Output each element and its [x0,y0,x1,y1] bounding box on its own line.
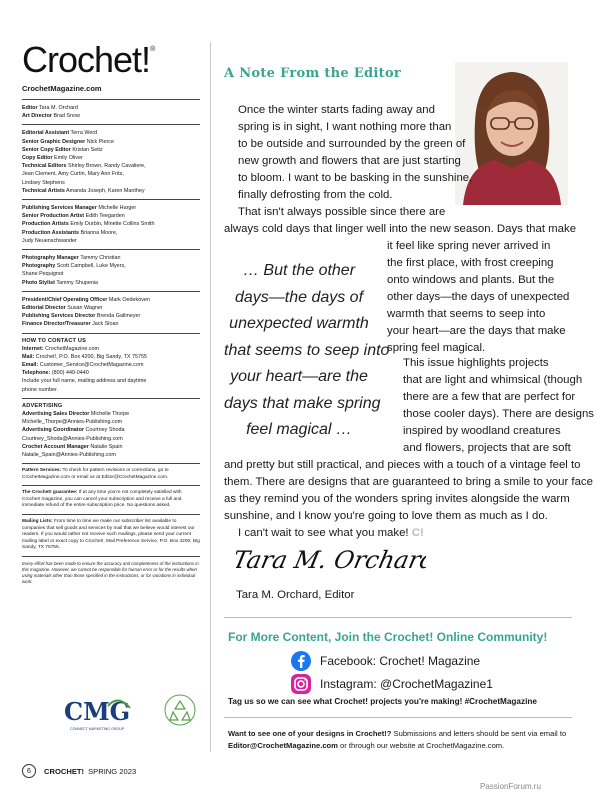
credit-line: Natalie_Spain@Annies-Publishing.com [22,451,116,458]
staff-credits [22,124,200,195]
credit-line: Senior Graphic Designer Nick Pierce [22,138,114,145]
credit-line: Advertising Sales Director Michelle Thorpe [22,410,130,417]
mailing-lists: Mailing Lists: From time to time we make our subscriber list available to companies that sell goods and services by mail that we believe would interest our readers. If you would rather not receive such mailings, please send your current mailing label or exact copy to Crochet!, Mail Preference Service, P.O. Box 4200, Big Sandy, TX 75755. [22,514,200,552]
photo-credits [22,249,200,287]
cmg-text: CMG [64,697,131,726]
text-line: your heart—are the [230,368,368,385]
text-line: onto windows and plants. But the [387,274,555,286]
publishing-credits [22,199,200,245]
page-footer [22,764,136,778]
text-line: that are light and whimsical (though [403,374,583,386]
text-line: new growth and flowers that are just starting [238,155,461,167]
credit-line: Publishing Services Manager Michelle Harger [22,205,137,212]
text-line: other days—the days of unexpected [387,291,570,303]
text-line: spring is in sight, I want nothing more than [238,121,452,133]
paragraph-3-cont [224,457,593,525]
credit-line: Jean Clement, Amy Curtin, Mary Ann Frits, [22,171,124,178]
credit-line: Judy Neuenschwander [22,237,77,244]
hashtag-note: Tag us so we can see what Crochet! projects you're making! #CrochetMagazine [228,697,537,706]
credit-line: Michelle_Thorpe@Annies-Publishing.com [22,419,123,426]
credit-line: Copy Editor Emily Oliver [22,155,83,162]
credit-line: Technical Artists Amanda Joseph, Karen Manthey [22,187,145,194]
submissions-email[interactable]: Editor@CrochetMagazine.com [228,740,338,750]
text-line: days that make spring [224,394,381,412]
contact-section [22,333,200,394]
credit-line: Publishing Services Director Brenda Gallmeyer [22,313,141,320]
text-line: there are a few that are perfect for [403,391,576,403]
text-line: feel magical … [246,421,352,438]
credit-line: Lindsey Stephens [22,179,65,186]
credit-line: Photography Manager Tammy Christian [22,255,121,262]
text-line: that seems to seep into [224,341,390,359]
credit-line: Courtney_Shoda@Annies-Publishing.com [22,435,123,442]
credit-line: Technical Editors Shirley Brown, Randy Cavaliere, [22,163,146,170]
paragraph-2-cont [387,238,569,357]
footer-issue: SPRING 2023 [88,766,137,776]
credit-line: Production Assistants Brianna Moore, [22,229,118,236]
cmg-logo [64,692,134,736]
text-line: days—the days of [234,288,364,306]
cmg-subtext: CONNECT MARKETING GROUP [70,727,125,731]
credit-line: Include your full name, mailing address and daytime [22,378,147,385]
submissions-note: Want to see one of your designs in Crochet!? Submissions and letters should be sent via email to Editor@CrochetMagazine.com or through our website at CrochetMagazine.com. [228,729,567,750]
footer-magazine: CROCHET! [44,766,85,776]
community-heading: For More Content, Join the Crochet! Online Community! [228,630,548,644]
paragraph-4: I can't wait to see what you make! C! [238,527,424,539]
editorial-credits [22,99,200,120]
text-line: those cooler days). There are designs [403,408,595,420]
text-line: Once the winter starts fading away and [238,104,435,116]
credit-line: Shane Pequignot [22,271,64,278]
credit-line: Senior Production Artist Edith Teegarden [22,213,125,220]
paragraph-3 [403,355,594,457]
note-title: A Note From the Editor [224,66,402,81]
credit-line: Editor Tara M. Orchard [22,105,78,111]
page-number: 6 [22,764,36,778]
advertising-heading: ADVERTISING [22,402,63,409]
text-line: and pretty but still practical, and pieces with a touch of a vintage feel to [224,459,581,471]
credit-line: Internet: CrochetMagazine.com [22,345,100,352]
text-line: it feel like spring never arrived in [387,240,551,252]
credit-line: Editorial Director Susan Wagner [22,305,103,312]
text-line: inspired by woodland creatures [403,425,561,437]
column-divider [210,42,211,752]
watermark: PassionForum.ru [480,782,541,791]
credit-line: Crochet Account Manager Natalie Spain [22,443,123,450]
text-line: unexpected warmth [229,315,369,332]
masthead-site: CrochetMagazine.com [22,84,102,93]
text-line: to bloom. I want to be basking in the sunshine, [238,172,473,184]
credit-line: Photography Scott Campbell, Luke Myers, [22,263,126,270]
credit-line: Senior Copy Editor Kristan Seitz [22,146,103,153]
editor-signature [236,536,426,585]
advertising-section [22,398,200,459]
instagram-link[interactable]: Instagram: @CrochetMagazine1 [290,673,493,695]
text-line: This issue highlights projects [403,357,549,369]
text-line: finally defrosting from the cold. [238,189,393,201]
pattern-services: Pattern Services: To check for pattern revisions or corrections, go to CrochetMagazine.com or email us at Editor@CrochetMagazine.com. [22,463,200,481]
facebook-icon [290,650,312,672]
text-line: and flowers, projects that are soft [403,442,571,454]
recycle-icon [164,694,196,726]
contact-heading: HOW TO CONTACT US [22,337,87,344]
divider [224,717,572,718]
credit-line: Finance Director/Treasurer Jack Sloan [22,321,119,328]
paragraph-2 [224,204,577,238]
text-line: warmth that seems to seep into [387,308,546,320]
guarantee: The Crochet! guarantee: If at any time you're not completely satisfied with Crochet! magazine, you can cancel your subscription and receive a full and immediate refund of the entire subscription price. No questions asked. [22,485,200,510]
text-line: as they remind you of the wonders spring invites alongside the warm [224,493,570,505]
paragraph-1 [238,102,472,204]
text-line: That isn't always possible since there are [238,206,446,218]
credit-line: phone number. [22,386,58,393]
credit-line: Mail: Crochet!, P.O. Box 4200, Big Sandy, TX 75755 [22,353,147,360]
credit-line: Editorial Assistant Terra Werd [22,130,98,137]
credit-line: Art Director Brad Snow [22,113,80,120]
credit-line: Telephone: (800) 449-0440 [22,370,89,377]
facebook-link[interactable]: Facebook: Crochet! Magazine [290,650,480,672]
end-mark: C! [411,527,424,539]
text-line: … But the other [242,262,356,279]
text-line: the first place, with frost creeping [387,257,554,269]
executive-credits [22,291,200,329]
divider [224,617,572,618]
crochet-logo: Crochet!® [22,39,155,80]
text-line: your heart—are the days that make [387,325,566,337]
text-line: always cold days that linger well into the new season. Days that make [224,223,577,235]
editor-name: Tara M. Orchard, Editor [236,589,355,601]
credit-line: Production Artists Emily Durbin, Minette Collins Smith [22,221,155,228]
disclaimer: Every effort has been made to ensure the accuracy and completeness of the instructions in this magazine. However, we cannot be responsible for human error or for the results when using materials other than those specified in the instructions, or for variations in individual work. [22,556,200,585]
instagram-icon [290,673,312,695]
text-line: to be outside and surrounded by the green of [238,138,466,150]
credit-line: Email: Customer_Service@CrochetMagazine.com [22,362,144,369]
text-line: spring feel magical. [387,342,486,354]
credit-line: Advertising Coordinator Courtney Shoda [22,427,125,434]
masthead [22,39,200,585]
text-line: sunshine, and I know you're going to love them as much as I do. [224,510,548,522]
signature-text: Tara M. Orchard [236,545,426,574]
pull-quote [224,258,390,444]
credit-line: President/Chief Operating Officer Mark Oedekoven [22,296,150,303]
credit-line: Photo Stylist Tammy Shupenia [22,279,99,286]
text-line: them. There are designs that are guaranteed to bring a smile to your face [224,476,593,488]
